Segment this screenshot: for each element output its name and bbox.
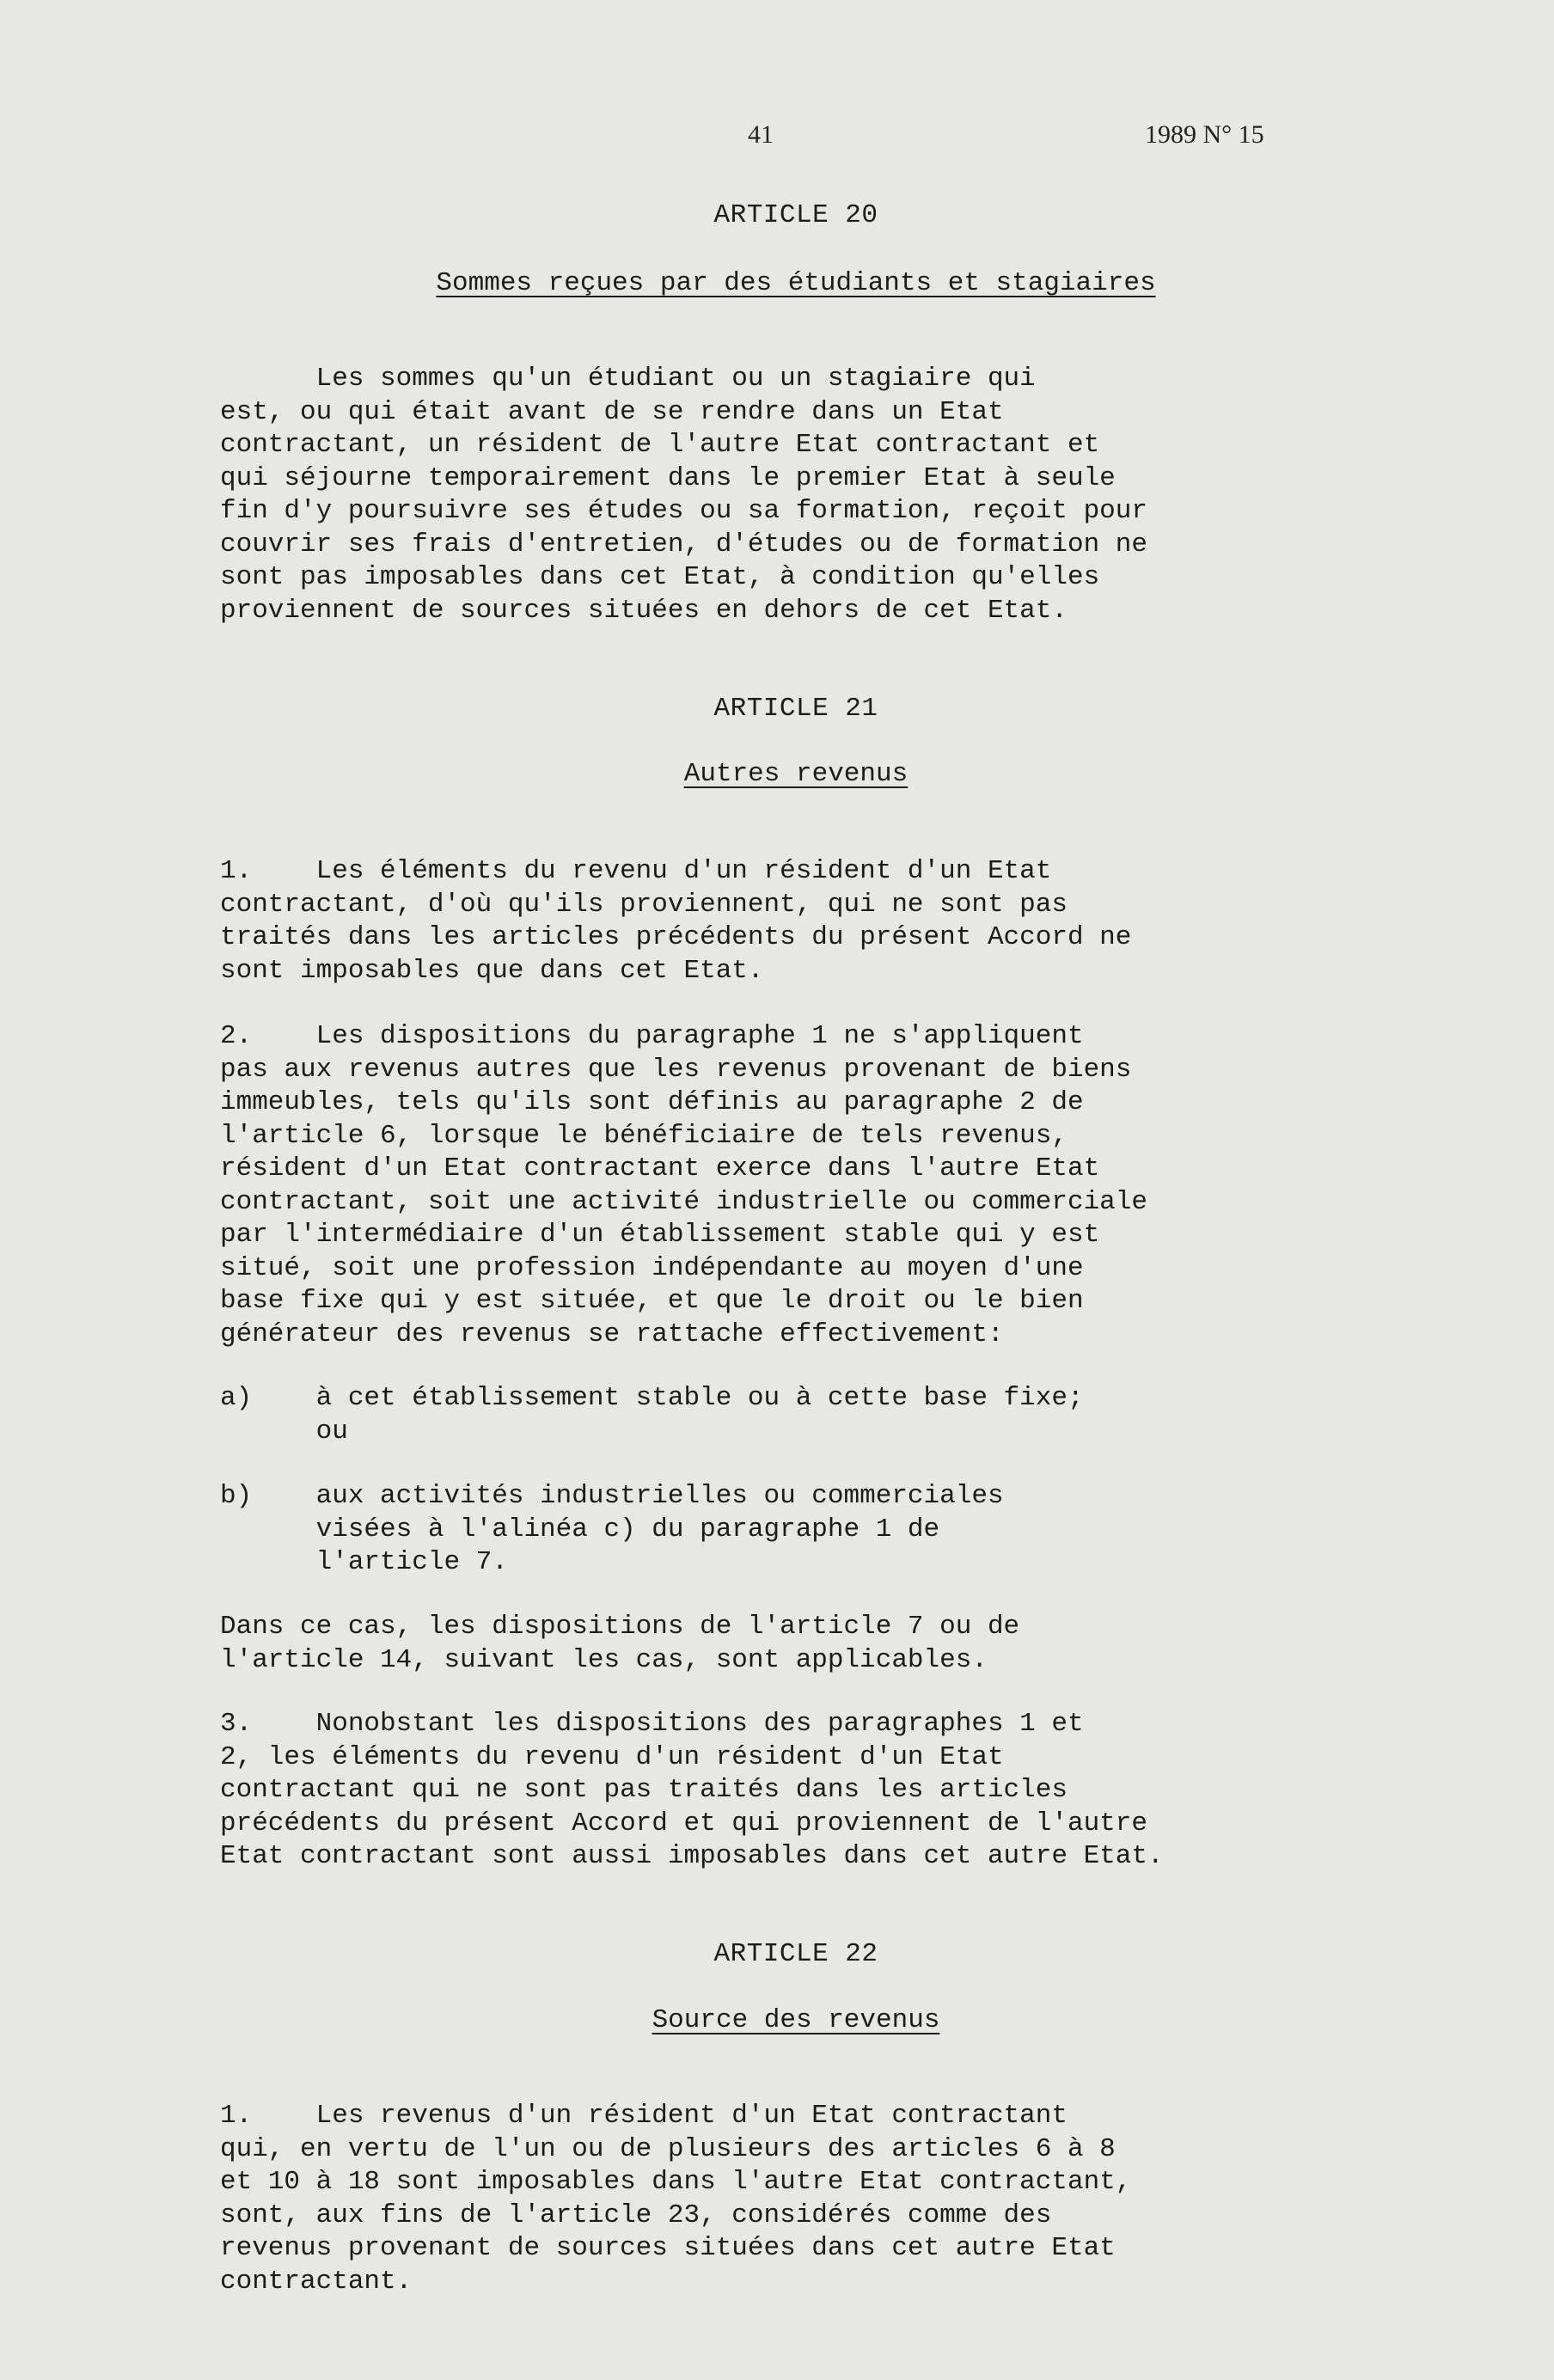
text-line: revenus provenant de sources situées dans cet autre Etat [220,2233,1116,2263]
text-line: Dans ce cas, les dispositions de l'article 7 ou de [220,1612,1020,1642]
text-line: précédents du présent Accord et qui proviennent de l'autre [220,1808,1147,1839]
article-22-subtitle [220,2004,1372,2038]
text-line: contractant, soit une activité industrielle ou commerciale [220,1187,1147,1217]
article-20-subtitle [220,267,1372,301]
text-line: contractant qui ne sont pas traités dans les articles [220,1775,1068,1805]
text-line: qui séjourne temporairement dans le premier Etat à seule [220,463,1116,493]
text-line: situé, soit une profession indépendante au moyen d'une [220,1253,1084,1283]
text-line: sont, aux fins de l'article 23, considérés comme des [220,2200,1052,2230]
text-line: contractant. [220,2267,413,2297]
text-line: 1. Les revenus d'un résident d'un Etat contractant [220,2101,1068,2131]
article-22-title: ARTICLE 22 [713,1939,878,1969]
article-20-subtitle-text: Sommes reçues par des étudiants et stagiaires [436,268,1156,298]
text-line: contractant, d'où qu'ils proviennent, qui ne sont pas [220,890,1068,920]
text-line: 2. Les dispositions du paragraphe 1 ne s'appliquent [220,1021,1084,1051]
text-line: sont pas imposables dans cet Etat, à condition qu'elles [220,562,1100,592]
text-line: Les sommes qu'un étudiant ou un stagiaire qui [220,364,1036,394]
article-20-title: ARTICLE 20 [713,200,878,230]
gazette-series: 1989 N° 15 [1145,120,1264,149]
text-line: couvrir ses frais d'entretien, d'études ou de formation ne [220,529,1147,560]
text-line: et 10 à 18 sont imposables dans l'autre Etat contractant, [220,2167,1132,2197]
text-line: sont imposables que dans cet Etat. [220,956,764,986]
text-line: 2, les éléments du revenu d'un résident d'un Etat [220,1742,1004,1772]
text-line: est, ou qui était avant de se rendre dans un Etat [220,397,1004,427]
text-line: a) à cet établissement stable ou à cette base fixe; [220,1383,1084,1413]
text-line: l'article 14, suivant les cas, sont applicables. [220,1645,988,1675]
text-line: contractant, un résident de l'autre Etat contractant et [220,430,1100,460]
text-line: base fixe qui y est située, et que le droit ou le bien [220,1286,1084,1316]
text-line: Etat contractant sont aussi imposables dans cet autre Etat. [220,1841,1164,1871]
text-line: l'article 7. [220,1547,508,1577]
article-22-subtitle-text: Source des revenus [652,2005,940,2035]
text-line: générateur des revenus se rattache effectivement: [220,1319,1004,1349]
text-line: ou [220,1416,348,1447]
text-line: visées à l'alinéa c) du paragraphe 1 de [220,1514,940,1545]
article-21-subtitle-text: Autres revenus [683,759,909,789]
article-21-subtitle [220,758,1372,792]
text-line: proviennent de sources situées en dehors de cet Etat. [220,596,1068,626]
article-21-title: ARTICLE 21 [713,694,878,724]
text-line: 1. Les éléments du revenu d'un résident d'un Etat [220,856,1052,886]
text-line: 3. Nonobstant les dispositions des paragraphes 1 et [220,1709,1084,1739]
text-line: traités dans les articles précédents du présent Accord ne [220,922,1132,952]
text-line: immeubles, tels qu'ils sont définis au paragraphe 2 de [220,1087,1084,1117]
text-line: fin d'y poursuivre ses études ou sa formation, reçoit pour [220,496,1147,526]
text-line: pas aux revenus autres que les revenus provenant de biens [220,1055,1132,1085]
page-number: 41 [748,120,774,149]
text-line: l'article 6, lorsque le bénéficiaire de tels revenus, [220,1121,1068,1151]
text-line: b) aux activités industrielles ou commerciales [220,1481,1004,1511]
text-line: résident d'un Etat contractant exerce dans l'autre Etat [220,1153,1100,1184]
text-line: par l'intermédiaire d'un établissement stable qui y est [220,1220,1100,1250]
text-line: qui, en vertu de l'un ou de plusieurs des articles 6 à 8 [220,2134,1116,2164]
